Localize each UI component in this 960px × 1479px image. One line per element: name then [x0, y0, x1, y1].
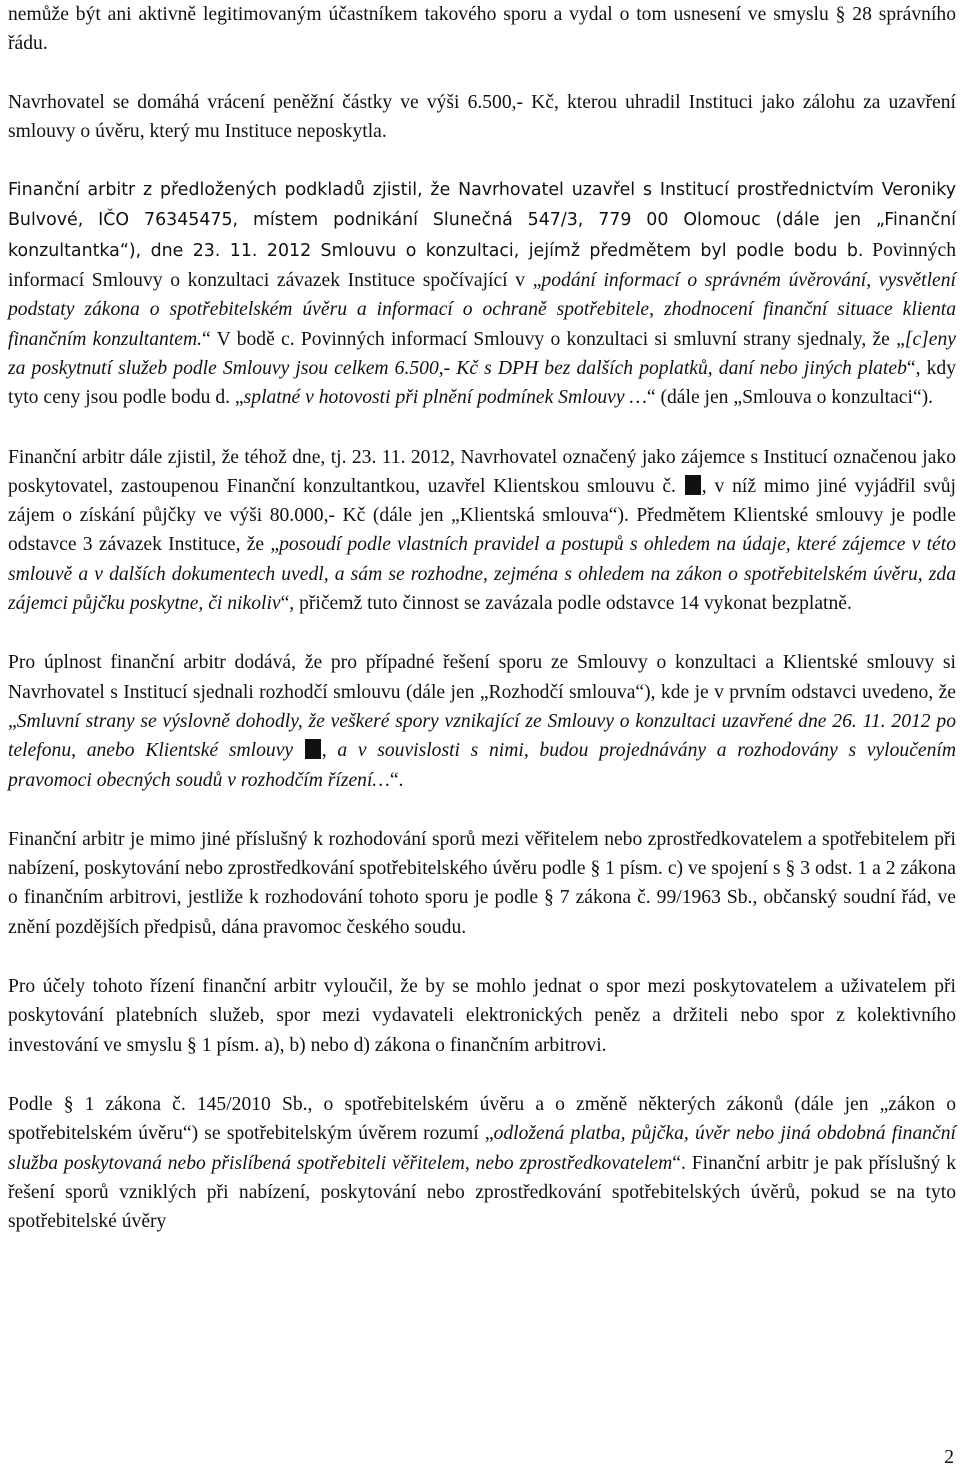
text-segment: “. [389, 769, 404, 791]
paragraph-4 [8, 443, 956, 619]
text-segment: Finanční arbitr je mimo jiné příslušný k rozhodování sporů mezi věřitelem nebo zprostředkovatelem a spotřebitelem při nabízení, poskytování nebo zprostředkování spotřebitelského úvěru podle § 1 písm. c) ve spojení s § 3 odst. 1 a 2 zákona o finančním arbitrovi, jestliže k rozhodování tohoto sporu je podle § 7 zákona č. 99/1963 Sb., občanský soudní řád, ve znění pozdějších předpisů, dána pravomoc českého soudu. [8, 828, 956, 938]
text-segment: Povinných informací Smlouvy o konzultaci závazek Instituce spočívající v „ [8, 239, 956, 292]
paragraph-2 [8, 88, 956, 147]
text-segment: “, kdy tyto ceny jsou podle bodu d. „ [8, 357, 957, 409]
italic-quote: [c]eny za poskytnutí služeb podle Smlouvy jsou celkem 6.500,- Kč s DPH bez dalších poplatků, daní nebo jiných plateb [8, 328, 956, 379]
redaction-block [685, 475, 701, 495]
paragraph-1 [8, 0, 956, 59]
page-number: 2 [944, 1447, 954, 1468]
italic-quote: , a v souvislosti s nimi, budou projednávány a rozhodovány s vyloučením pravomoci obecných soudů v rozhodčím řízení… [8, 740, 956, 791]
text-segment: Finanční arbitr z předložených podkladů zjistil, že Navrhovatel uzavřel s Institucí prostřednictvím Veroniky Bulvové, IČO 76345475, místem podnikání Slunečná 547/3, 779 00 Olomouc (dále jen „Finanční konzultantka“), dne 23. 11. 2012 Smlouvu o konzultaci, jejímž předmětem byl podle bodu b. [8, 180, 956, 261]
text-segment: Pro úplnost finanční arbitr dodává, že pro případné řešení sporu ze Smlouvy o konzultaci a Klientské smlouvy si Navrhovatel s Institucí sjednali rozhodčí smlouvu (dále jen „Rozhodčí smlouva“), kde je v prvním odstavci uvedeno, že „ [8, 652, 956, 732]
paragraph-8 [8, 1090, 956, 1236]
text-segment: Podle § 1 zákona č. 145/2010 Sb., o spotřebitelském úvěru a o změně některých zákonů (dále jen „zákon o spotřebitelském úvěru“) se spotřebitelským úvěrem rozumí „ [8, 1093, 956, 1145]
italic-quote: podání informací o správném úvěrování, vysvětlení podstaty zákona o spotřebitelském úvěru a informací o ochraně spotřebitele, zhodnocení finanční situace klienta finančním konzultantem. [8, 270, 956, 350]
redaction-block [305, 739, 321, 759]
text-segment: “. Finanční arbitr je pak příslušný k řešení sporů vzniklých při nabízení, poskytování nebo zprostředkování spotřebitelských úvěrů, pokud se na tyto spotřebitelské úvěry [8, 1152, 956, 1233]
text-segment: “ V bodě c. Povinných informací Smlouvy o konzultaci si smluvní strany sjednaly, že „ [202, 328, 905, 350]
paragraph-3 [8, 175, 956, 412]
italic-quote: splatné v hotovosti při plnění podmínek Smlouvy … [243, 387, 647, 409]
text-segment: nemůže být ani aktivně legitimovaným účastníkem takového sporu a vydal o tom usnesení ve smyslu § 28 správního řádu. [8, 4, 956, 55]
text-segment: “, přičemž tuto činnost se zavázala podle odstavce 14 vykonat bezplatně. [280, 593, 852, 615]
italic-quote: odložená platba, půjčka, úvěr nebo jiná obdobná finanční služba poskytovaná nebo přislíbená spotřebiteli věřitelem, nebo zprostředkovatelem [8, 1123, 956, 1174]
text-segment: , v níž mimo jiné vyjádřil svůj zájem o získání půjčky ve výši 80.000,- Kč (dále jen „Klientská smlouva“). Předmětem Klientské smlouvy je podle odstavce 3 závazek Instituce, že „ [8, 475, 956, 556]
italic-quote: posoudí podle vlastních pravidel a postupů s ohledem na údaje, které zájemce v této smlouvě a v dalších dokumentech uvedl, a sám se rozhodne, zejména s ohledem na zákon o spotřebitelském úvěru, zda zájemci půjčku poskytne, či nikoliv [8, 534, 956, 615]
paragraph-7 [8, 972, 956, 1060]
italic-quote: Smluvní strany se výslovně dohodly, že veškeré spory vznikající ze Smlouvy o konzultaci uzavřené dne 26. 11. 2012 po telefonu, anebo Klientské smlouvy [8, 710, 956, 762]
text-segment: “ (dále jen „Smlouva o konzultaci“). [646, 387, 934, 409]
paragraph-6 [8, 825, 956, 942]
document-page [8, 0, 956, 1236]
text-segment: Pro účely tohoto řízení finanční arbitr vyloučil, že by se mohlo jednat o spor mezi poskytovatelem a uživatelem při poskytování platebních služeb, spor mezi vydavateli elektronických peněz a držiteli nebo spor z kolektivního investování ve smyslu § 1 písm. a), b) nebo d) zákona o finančním arbitrovi. [8, 976, 956, 1056]
text-segment: Navrhovatel se domáhá vrácení peněžní částky ve výši 6.500,- Kč, kterou uhradil Instituci jako zálohu za uzavření smlouvy o úvěru, který mu Instituce neposkytla. [8, 91, 956, 142]
paragraph-5 [8, 648, 956, 794]
text-segment: Finanční arbitr dále zjistil, že téhož dne, tj. 23. 11. 2012, Navrhovatel označený jako zájemce s Institucí označenou jako poskytovatel, zastoupenou Finanční konzultantkou, uzavřel Klientskou smlouvu č. [8, 446, 956, 497]
